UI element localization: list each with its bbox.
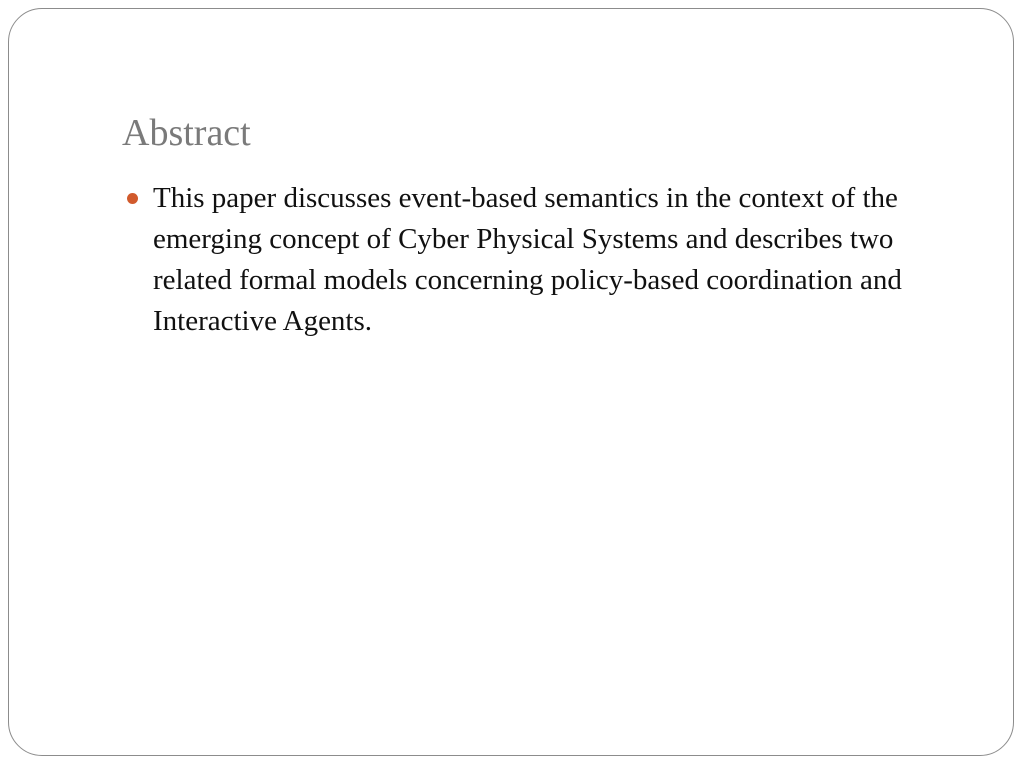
- slide-title: Abstract: [122, 112, 251, 154]
- bullet-dot-icon: [127, 193, 138, 204]
- slide-frame: [8, 8, 1014, 756]
- bullet-text: This paper discusses event-based semantics in the context of the emerging concept of Cyber Physical Systems and describes two related formal models concerning policy-based coordination and Interactive Agents.: [153, 182, 902, 337]
- bullet-item: [122, 178, 972, 342]
- bullet-list: [122, 178, 972, 342]
